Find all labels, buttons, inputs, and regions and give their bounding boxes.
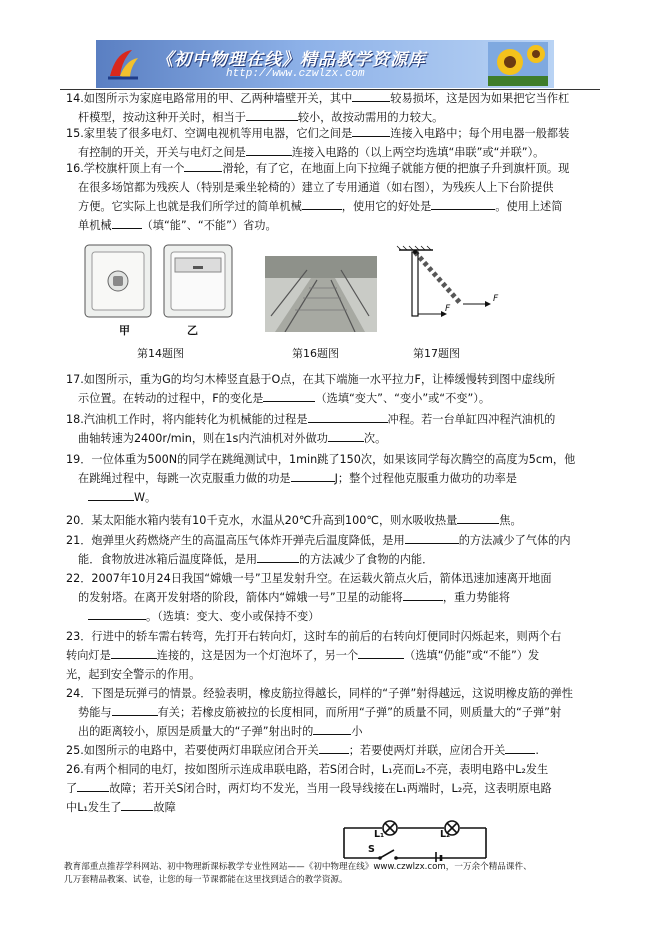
caption-17: 第17题图 (413, 347, 460, 360)
switch-b-label: 乙 (187, 324, 198, 337)
site-logo-icon (106, 46, 140, 82)
q24-text-5: 小 (351, 725, 363, 738)
q26-blank-1[interactable] (77, 779, 109, 792)
q15-text-1: 15.家里装了很多电灯、空调电视机等用电器，它们之间是 (66, 127, 353, 140)
q26-text-5: 故障 (153, 801, 176, 814)
q16-text-4: 方便。它实际上也就是我们所学过的简单机械 (78, 200, 302, 213)
q14-text-3: 杆模型，按动这种开关时，相当于 (78, 111, 246, 124)
q24-blank-1[interactable] (112, 703, 158, 716)
q19-text-4: W。 (134, 491, 157, 504)
ramp-photo (265, 256, 377, 332)
switch-a-figure (84, 244, 152, 318)
caption-14: 第14题图 (137, 347, 184, 360)
q26-blank-2[interactable] (121, 798, 153, 811)
q20-text-2: 焦。 (499, 514, 522, 527)
q16-text-7: 单机械 (78, 219, 112, 232)
q26-text-3: 故障；若开关S闭合时，两灯均不发光，当用一段导线接在L₁两端时，L₂亮，这表明原电路 (109, 782, 552, 795)
q16-text-3: 在很多场馆都为残疾人（特别是乘坐轮椅的）建立了专用通道（如右图），为残疾人上下台阶提供 (78, 181, 554, 194)
q22-text-1: 22．2007年10月24日我国“嫦娥一号”卫星发射升空。在运载火箭点火后，箭体迅速加速离开地面 (66, 572, 552, 585)
banner-title: 《初中物理在线》精品教学资源库 (156, 50, 426, 70)
q22-blank-2[interactable] (88, 607, 146, 620)
question-22 (66, 569, 596, 626)
sunflower-icon (488, 42, 548, 86)
q16-blank-3[interactable] (431, 197, 495, 210)
circuit-l1-label: L₁ (374, 829, 385, 840)
page-footer (64, 861, 604, 887)
q20-text-1: 20．某太阳能水箱内装有10千克水，水温从20℃升高到100℃，则水吸收热量 (66, 514, 458, 527)
q26-text-1: 26.有两个相同的电灯，按如图所示连成串联电路，若S闭合时，L₁亮而L₂不亮，表明电路中L₂发生 (66, 763, 549, 776)
q25-text-1: 25.如图所示的电路中，若要使两灯串联应闭合开关 (66, 744, 319, 757)
question-25 (66, 741, 596, 760)
q23-blank-1[interactable] (111, 646, 157, 659)
q14-blank-2[interactable] (246, 108, 298, 121)
header-banner (96, 40, 554, 88)
q15-blank-2[interactable] (246, 143, 292, 156)
wall-switch-b-icon (163, 244, 233, 318)
footer-line-2: 几万套精品教案、试卷，让您的每一节课都能在这里找到适合的教学资源。 (64, 875, 348, 885)
q14-blank-1[interactable] (352, 89, 390, 102)
switch-a-label: 甲 (119, 324, 130, 337)
q16-text-5: ，使用它的好处是 (341, 200, 432, 213)
q16-blank-1[interactable] (184, 159, 222, 172)
q18-text-1: 18.汽油机工作时，将内能转化为机械能的过程是 (66, 413, 308, 426)
q23-blank-2[interactable] (358, 646, 404, 659)
q23-text-2: 转向灯是 (66, 649, 111, 662)
q16-blank-2[interactable] (302, 197, 342, 210)
footer-line-1: 教育部重点推荐学科网站、初中物理新课标教学专业性网站——《初中物理在线》www.czwlzx.com，一万余个精品课件、 (64, 862, 532, 872)
q21-text-2: 的方法减少了气体的内 (458, 534, 571, 547)
q16-text-1: 16.学校旗杆顶上有一个 (66, 162, 185, 175)
q25-blank-1[interactable] (319, 741, 349, 754)
question-23 (66, 627, 596, 684)
question-20 (66, 511, 596, 530)
circuit-l2-label: L₂ (440, 829, 451, 840)
q16-blank-4[interactable] (112, 216, 142, 229)
question-21 (66, 531, 596, 569)
q22-text-3: ，重力势能将 (442, 591, 510, 604)
question-26 (66, 760, 596, 817)
q15-text-3: 有控制的开关，开关与电灯之间是 (78, 146, 246, 159)
q18-text-3: 曲轴转速为2400r/min，则在1s内汽油机对外做功 (78, 432, 328, 445)
banner-url: http://www.czwlzx.com (226, 68, 365, 80)
question-17 (66, 370, 596, 408)
q19-text-2: 在跳绳过程中，每跳一次克服重力做的功是 (78, 472, 291, 485)
circuit-figure (340, 818, 490, 862)
q24-text-2: 势能与 (78, 706, 112, 719)
q16-text-6: 。使用上述简 (495, 200, 563, 213)
lever-force-label-2: F (493, 294, 499, 304)
q19-text-1: 19．一位体重为500N的同学在跳绳测试中，1min跳了150次，如果该同学每次腾空的高度为5cm，他 (66, 453, 576, 466)
question-16 (66, 159, 596, 235)
circuit-switch-label: S (368, 844, 375, 855)
q22-text-2: 的发射塔。在离开发射塔的阶段，箭体内“嫦娥一号”卫星的动能将 (78, 591, 403, 604)
ramp-image (265, 256, 377, 332)
wall-switch-a-icon (84, 244, 152, 318)
q24-text-3: 有关；若橡皮筋被拉的长度相同，而所用“子弹”的质量不同，则质量大的“子弹”射 (157, 706, 562, 719)
caption-16: 第16题图 (292, 347, 339, 360)
q21-text-3: 能．食物放进冰箱后温度降低，是用 (78, 553, 258, 566)
switch-b-figure (163, 244, 233, 318)
q20-blank-1[interactable] (457, 511, 499, 524)
q25-blank-2[interactable] (505, 741, 535, 754)
q24-blank-2[interactable] (313, 722, 351, 735)
q14-text-4: 较小，故按动需用的力较大。 (297, 111, 444, 124)
q18-text-4: 次。 (363, 432, 387, 445)
q21-blank-1[interactable] (405, 531, 459, 544)
q15-blank-1[interactable] (352, 124, 390, 137)
lever-diagram (393, 244, 523, 322)
q14-text-2: 较易损坏，这是因为如果把它当作杠 (390, 92, 570, 105)
q24-text-4: 出的距离较小，原因是质量大的“子弹”射出时的 (78, 725, 314, 738)
q15-text-4: 连接入电路的（以上两空均选填“串联”或“并联”）。 (291, 146, 545, 159)
q18-text-2: 冲程。若一台单缸四冲程汽油机的 (387, 413, 556, 426)
question-14 (66, 89, 596, 127)
q26-text-2: 了 (66, 782, 78, 795)
question-15 (66, 124, 596, 162)
q17-blank-1[interactable] (263, 389, 315, 402)
q23-text-3: 连接的，这是因为一个灯泡坏了，另一个 (156, 649, 359, 662)
q19-text-3: J；整个过程他克服重力做功的功率是 (334, 472, 517, 485)
q19-blank-1[interactable] (291, 469, 335, 482)
series-circuit-diagram (340, 818, 490, 862)
q21-text-1: 21．炮弹里火药燃烧产生的高温高压气体炸开弹壳后温度降低，是用 (66, 534, 405, 547)
q17-text-1: 17.如图所示，重为G的均匀木棒竖直悬于O点，在其下端施一水平拉力F，让棒缓慢转到图中虚线所 (66, 373, 556, 386)
q14-text-1: 14.如图所示为家庭电路常用的甲、乙两种墙壁开关，其中 (66, 92, 353, 105)
q22-blank-1[interactable] (403, 588, 443, 601)
q19-blank-2[interactable] (88, 488, 134, 501)
q23-text-5: 光，起到安全警示的作用。 (66, 668, 201, 681)
question-19 (66, 450, 596, 507)
lever-force-label-1: F (445, 304, 451, 314)
question-24 (66, 684, 596, 741)
question-18 (66, 410, 596, 448)
q16-text-8: （填“能”、“不能”）省功。 (141, 219, 277, 232)
q18-blank-2[interactable] (328, 429, 364, 442)
q16-text-2: 滑轮，有了它，在地面上向下拉绳子就能方便的把旗子升到旗杆顶。现 (222, 162, 570, 175)
q23-text-4: （选填“仍能”或“不能”）发 (404, 649, 540, 662)
q25-text-3: . (535, 744, 539, 757)
q21-blank-2[interactable] (257, 550, 299, 563)
q23-text-1: 23．行进中的轿车需右转弯，先打开右转向灯，这时车的前后的右转向灯便同时闪烁起来，则两个右 (66, 630, 562, 643)
q24-text-1: 24．下图是玩弹弓的情景。经验表明，橡皮筋拉得越长，同样的“子弹”射得越远，这说明橡皮筋的弹性 (66, 687, 573, 700)
q17-text-2: 示位置。在转动的过程中，F的变化是 (78, 392, 264, 405)
q26-text-4: 中L₁发生了 (66, 801, 122, 814)
q17-text-3: （选填“变大”、“变小”或“不变”）。 (315, 392, 491, 405)
q25-text-2: ；若要使两灯并联，应闭合开关 (348, 744, 506, 757)
q22-text-4: 。（选填：变大、变小或保持不变） (146, 610, 320, 623)
q15-text-2: 连接入电路中；每个用电器一般都装 (390, 127, 570, 140)
q21-text-4: 的方法减少了食物的内能． (299, 553, 434, 566)
q18-blank-1[interactable] (308, 410, 388, 423)
lever-figure (393, 244, 523, 322)
